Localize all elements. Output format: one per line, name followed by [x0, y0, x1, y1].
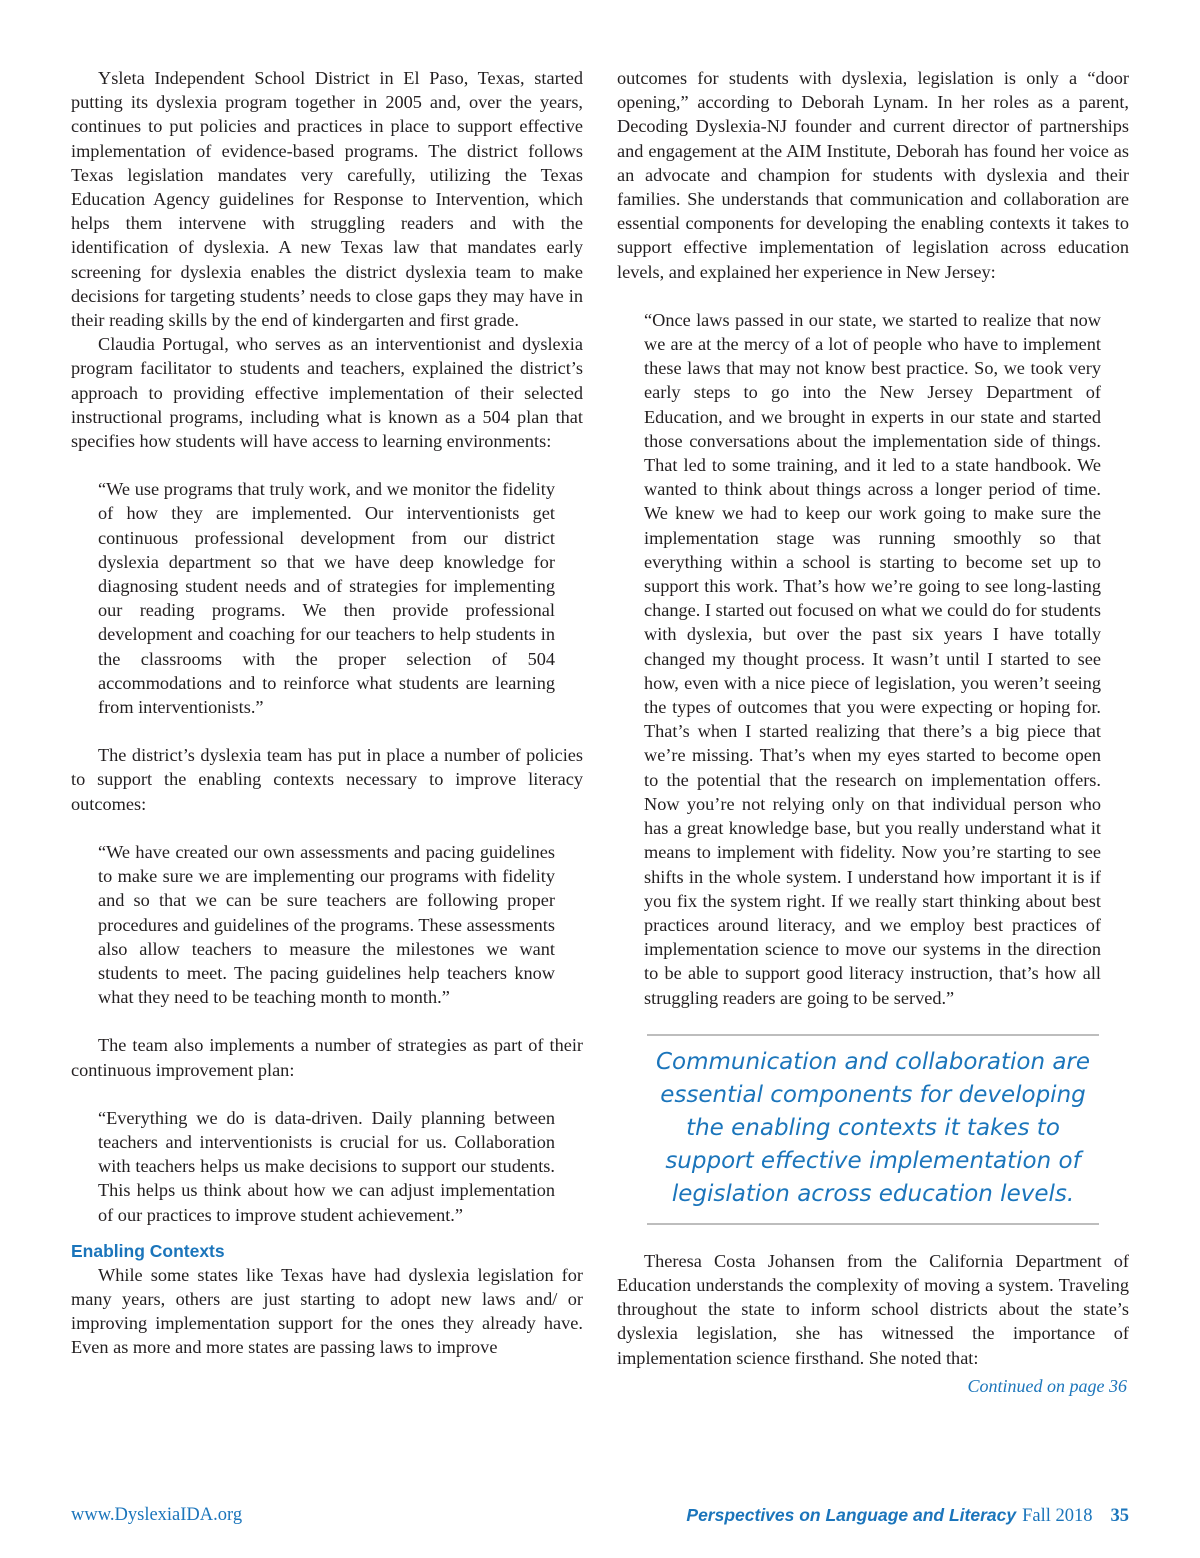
- left-paragraph-5: While some states like Texas have had dyslexia legislation for many years, others are just starting to adopt new laws and/ or improving implementation support for the ones they already have. Even as more and more states are passing laws to improve: [71, 1264, 583, 1358]
- right-paragraph-1: outcomes for students with dyslexia, legislation is only a “door opening,” according to Deborah Lynam. In her roles as a parent, Decoding Dyslexia-NJ founder and current director of partnerships and engagement at the AIM Institute, Deborah has found her voice as an advocate and champion for students with dyslexia and their families. She understands that communication and collaboration are essential components for developing the enabling contexts it takes to support effective implementation of legislation across education levels, and explained her experience in New Jersey:: [617, 68, 1129, 282]
- left-paragraph-4: The team also implements a number of strategies as part of their continuous improvement plan:: [71, 1035, 583, 1080]
- quote-data-driven: “Everything we do is data-driven. Daily planning between teachers and interventionists is crucial for us. Collaboration with teachers helps us make decisions to support our students. This helps us think about how we can adjust implementation of our practices to improve student achievement.”: [98, 1107, 555, 1225]
- continued-note: Continued on page 36: [967, 1375, 1127, 1396]
- left-paragraph-2: Claudia Portugal, who serves as an interventionist and dyslexia program facilitator to students and teachers, explained the district’s approach to providing effective implementation of their selected instructional programs, including what is known as a 504 plan that specifies how students will have access to learning environments:: [71, 334, 583, 452]
- quote-assessments: “We have created our own assessments and pacing guidelines to make sure we are implementing our programs with fidelity and so that we can be sure teachers are following proper procedures and guidelines of the programs. These assessments also allow teachers to measure the milestones we want students to meet. The pacing guidelines help teachers know what they need to be teaching month to month.”: [98, 841, 555, 1008]
- right-paragraph-2: Theresa Costa Johansen from the California Department of Education understands the complexity of moving a system. Traveling throughout the state to inform school districts about the state’s dyslexia legislation, she has witnessed the importance of implementation science firsthand. She noted that:: [617, 1250, 1129, 1368]
- page-footer: [71, 1500, 1129, 1530]
- footer-website-link[interactable]: www.DyslexiaIDA.org: [71, 1505, 243, 1525]
- left-column: [71, 66, 583, 1360]
- left-paragraph-3: The district’s dyslexia team has put in place a number of policies to support the enabling contexts necessary to improve literacy outcomes:: [71, 745, 583, 814]
- right-column: [617, 66, 1129, 1398]
- quote-claudia-portugal: “We use programs that truly work, and we monitor the fidelity of how they are implemented. Our interventionists get continuous professional development from our district dyslexia department so that we have deep knowledge for diagnosing student needs and of strategies for implementing our reading programs. We then provide professional development and coaching for our teachers to help students in the classrooms with the proper selection of 504 accommodations and to reinforce what students are learning from interventionists.”: [98, 479, 555, 718]
- quote-deborah-lynam: “Once laws passed in our state, we started to realize that now we are at the mercy of a lot of people who have to implement these laws that may not know best practice. So, we took very early steps to go into the New Jersey Department of Education, and we brought in experts in our state and started those conversations about the implementation side of things. That led to some training, and it led to a state handbook. We wanted to think about things across a longer period of time. We knew we had to keep our work going to make sure the implementation stage was running smoothly so that everything within a school is starting to become set up to support this work. That’s how we’re going to see long-lasting change. I started out focused on what we could do for students with dyslexia, but over the past six years I have totally changed my thought process. It wasn’t until I started to see how, even with a nice piece of legislation, you weren’t seeing the types of outcomes that you were expecting or hoping for. That’s when I started realizing that there’s a big piece that we’re missing. That’s when my eyes started to become open to the potential that the research on implementation offers. Now you’re not relying only on that individual person who has a great knowledge base, but you really understand what it means to implement with fidelity. Now you’re starting to see shifts in the whole system. I understand how important it is if you fix the system right. If we really start thinking about best practices around literacy, and we employ best practices of implementation science to move our systems in the direction to be able to support good literacy instruction, that’s how all struggling readers are going to be served.”: [644, 309, 1101, 1008]
- footer-page-number: 35: [1110, 1506, 1129, 1526]
- footer-publication: [686, 1500, 1129, 1531]
- footer-magazine-title: Perspectives on Language and Literacy: [686, 1505, 1017, 1525]
- section-heading: Enabling Contexts: [71, 1240, 225, 1261]
- left-paragraph-1: Ysleta Independent School District in El Paso, Texas, started putting its dyslexia program together in 2005 and, over the years, continues to put policies and practices in place to support effective implementation of evidence-based programs. The district follows Texas legislation mandates very carefully, utilizing the Texas Education Agency guidelines for Response to Intervention, which helps them intervene with struggling readers and with the identification of dyslexia. A new Texas law that mandates early screening for dyslexia enables the district dyslexia team to make decisions for targeting students’ needs to close gaps they may have in their reading skills by the end of kindergarten and first grade.: [71, 68, 583, 331]
- pull-quote: Communication and collaboration are essential components for developing the enabling contexts it takes to support effective implementation of legislation across education levels.: [647, 1034, 1099, 1225]
- footer-issue: Fall 2018: [1022, 1506, 1093, 1526]
